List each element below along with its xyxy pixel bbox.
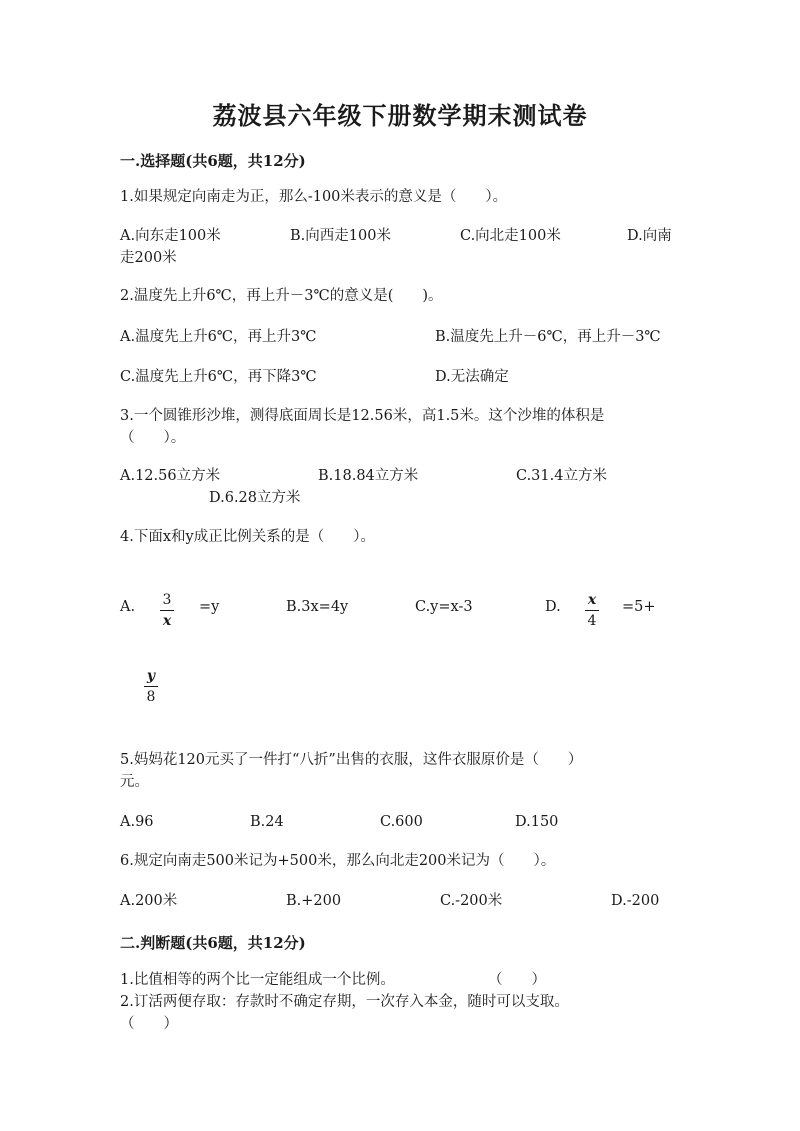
question-1-option-a[interactable]: A.向东走100米 [120, 228, 221, 244]
question-4-option-b[interactable]: B.3x=4y [286, 599, 349, 615]
question-3-stem-cont: （ ）。 [120, 430, 186, 446]
question-1-option-b[interactable]: B.向西走100米 [290, 228, 391, 244]
question-3-option-d[interactable]: D.6.28立方米 [209, 490, 301, 506]
question-3-option-b[interactable]: B.18.84立方米 [318, 468, 419, 484]
question-1-option-d-cont: 走200米 [120, 250, 177, 266]
fraction-numerator: y [146, 668, 156, 684]
fraction-bar [585, 610, 599, 611]
fraction-denominator: x [162, 613, 172, 629]
question-6-option-c[interactable]: C.-200米 [440, 893, 503, 909]
question-2-stem: 2.温度先上升6℃，再上升－3℃的意义是( )。 [120, 288, 443, 304]
question-2-option-c[interactable]: C.温度先上升6℃，再下降3℃ [120, 369, 317, 385]
question-5-option-a[interactable]: A.96 [120, 814, 154, 830]
question-2-option-a[interactable]: A.温度先上升6℃，再上升3℃ [120, 329, 317, 345]
question-4-option-d-fraction-2 [144, 668, 158, 705]
judgment-1-answer-blank[interactable]: （ ） [488, 972, 546, 988]
question-3-option-c[interactable]: C.31.4立方米 [516, 468, 607, 484]
question-4-option-a-label[interactable]: A. [120, 599, 136, 615]
question-1-stem: 1.如果规定向南走为正，那么-100米表示的意义是（ ）。 [120, 189, 508, 205]
fraction-denominator: 8 [146, 689, 156, 705]
question-6-option-a[interactable]: A.200米 [120, 893, 178, 909]
judgment-1-text: 1.比值相等的两个比一定能组成一个比例。 [120, 972, 395, 988]
question-5-option-b[interactable]: B.24 [250, 814, 284, 830]
fraction-numerator: 3 [162, 592, 172, 608]
question-4-option-d-fraction [585, 592, 599, 629]
fraction-bar [160, 610, 174, 611]
question-4-option-a-fraction [160, 592, 174, 629]
page-title: 荔波县六年级下册数学期末测试卷 [212, 101, 588, 130]
question-2-option-d[interactable]: D.无法确定 [435, 369, 509, 385]
question-4-option-a-tail: =y [199, 599, 220, 615]
question-4-option-d-tail: =5+ [622, 599, 656, 615]
question-4-option-d-label[interactable]: D. [545, 599, 561, 615]
question-6-option-b[interactable]: B.+200 [286, 893, 342, 909]
fraction-numerator: x [587, 592, 597, 608]
question-5-option-c[interactable]: C.600 [380, 814, 423, 830]
question-3-stem: 3.一个圆锥形沙堆，测得底面周长是12.56米，高1.5米。这个沙堆的体积是 [120, 408, 605, 424]
question-5-stem: 5.妈妈花120元买了一件打“八折”出售的衣服，这件衣服原价是（ ） [120, 752, 583, 768]
question-4-option-c[interactable]: C.y=x-3 [415, 599, 473, 615]
judgment-2-text: 2.订活两便存取：存款时不确定存期，一次存入本金，随时可以支取。 [120, 994, 569, 1010]
question-1-option-c[interactable]: C.向北走100米 [460, 228, 561, 244]
question-4-stem: 4.下面x和y成正比例关系的是（ ）。 [120, 529, 375, 545]
section-heading-judgment: 二.判断题(共6题，共12分) [120, 934, 306, 952]
question-6-option-d[interactable]: D.-200 [611, 893, 660, 909]
fraction-denominator: 4 [587, 613, 597, 629]
question-3-option-a[interactable]: A.12.56立方米 [120, 468, 221, 484]
section-heading-choice: 一.选择题(共6题，共12分) [120, 152, 306, 170]
question-5-option-d[interactable]: D.150 [515, 814, 559, 830]
question-6-stem: 6.规定向南走500米记为+500米，那么向北走200米记为（ ）。 [120, 853, 556, 869]
question-2-option-b[interactable]: B.温度先上升－6℃，再上升－3℃ [435, 329, 661, 345]
fraction-bar [144, 686, 158, 687]
question-1-option-d[interactable]: D.向南 [627, 228, 672, 244]
question-5-stem-cont: 元。 [120, 774, 149, 790]
judgment-2-answer-blank[interactable]: （ ） [120, 1016, 178, 1032]
